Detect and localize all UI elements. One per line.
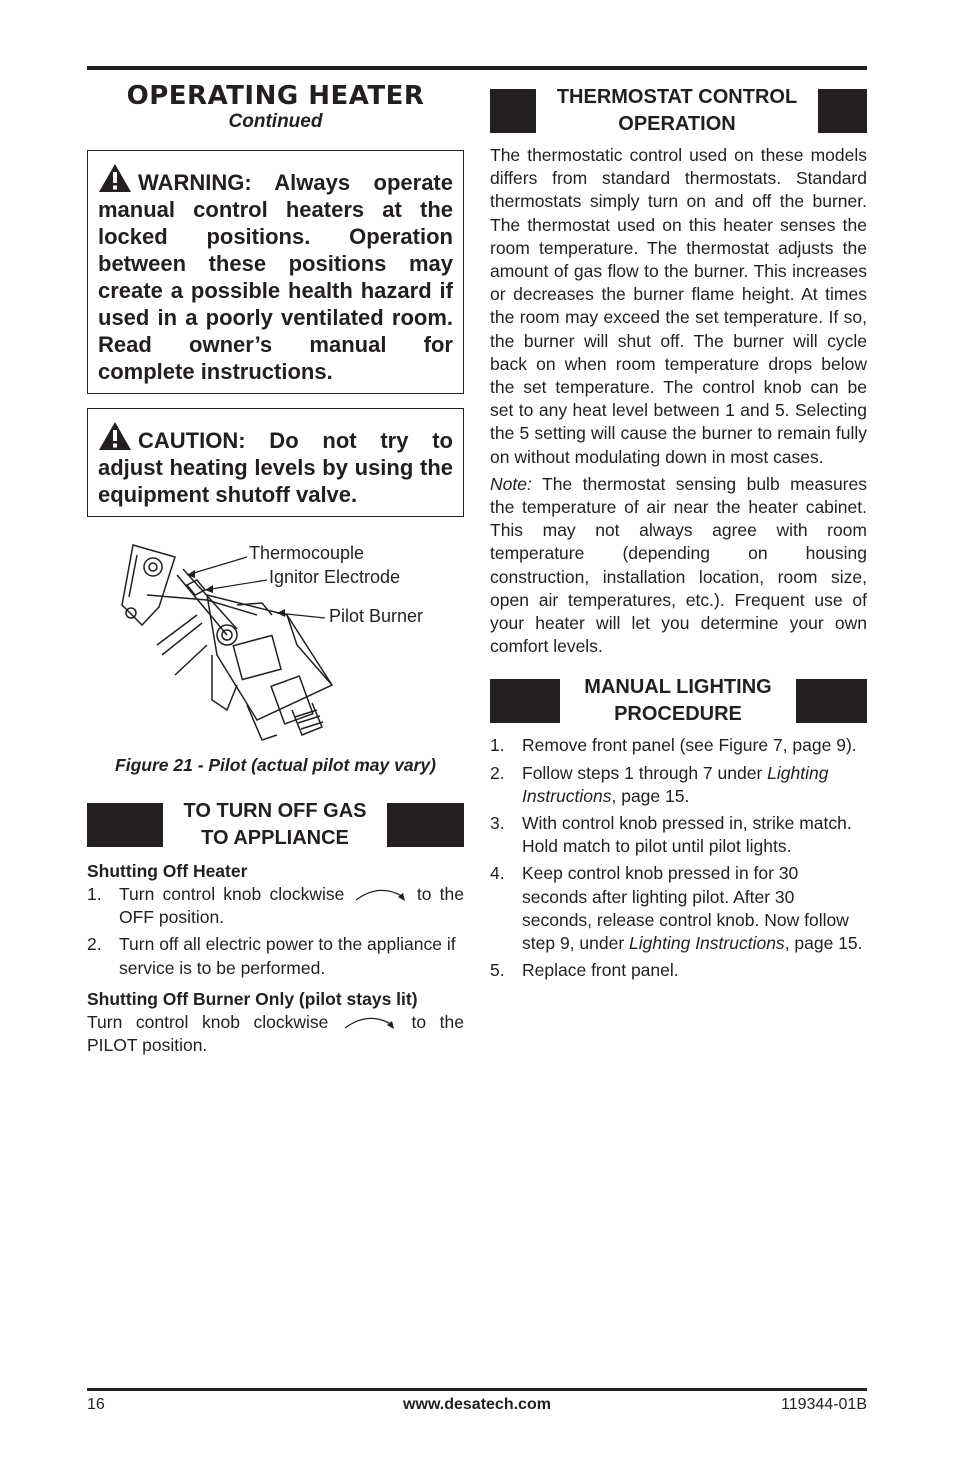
list-item: 2. Turn off all electric power to the appliance if service is to be performed. xyxy=(87,934,456,978)
shut-off-steps xyxy=(87,883,464,980)
ignitor-electrode-label: Ignitor Electrode xyxy=(269,567,401,587)
top-rule xyxy=(87,66,867,70)
list-item: 1. Remove front panel (see Figure 7, page 9). xyxy=(490,735,857,756)
thermocouple-label: Thermocouple xyxy=(249,543,365,563)
list-item: 5. Replace front panel. xyxy=(490,960,679,981)
turn-off-heading-bar xyxy=(87,798,464,852)
heading-block-left xyxy=(490,89,536,133)
list-item: 1. Turn control knob clockwise to the OFF position. xyxy=(87,884,464,928)
burner-instruction: Turn control knob clockwise to the PILOT position. xyxy=(87,1011,464,1056)
shutting-off-heater-subhead: Shutting Off Heater xyxy=(87,861,248,881)
section-subtitle: Continued xyxy=(228,111,323,132)
bottom-rule xyxy=(87,1388,867,1391)
list-item: 4. Keep control knob pressed in for 30 seconds after lighting pilot. After 30 seconds, release control knob. Now follow step 9, under Lighting Instructions, page 15. xyxy=(490,863,863,954)
left-column xyxy=(87,80,464,1057)
right-column xyxy=(490,84,867,987)
manual-lighting-heading-bar xyxy=(490,674,867,728)
pilot-burner-label: Pilot Burner xyxy=(329,606,424,626)
thermostat-heading: THERMOSTAT CONTROL OPERATION xyxy=(556,86,798,135)
thermostat-body: The thermostatic control used on these models differs from standard thermostats. Standard thermostats simply turn on and off the burner. The thermostat used on this heater senses the room temperature. The thermostat adjusts the amount of gas flow to the burner. This increases or decreases the burner flame height. At times the room may exceed the set temperature. If so, the burner will shut off. The burner will cycle back on when room temperature drops below the set temperature. The control knob can be set to any heat level between 1 and 5. Selecting the 5 setting will cause the burner to remain fully on without modulating down in most cases. xyxy=(490,145,867,467)
list-item: 3. With control knob pressed in, strike match. Hold match to pilot until pilot lights. xyxy=(490,813,852,857)
warning-triangle-icon xyxy=(98,163,132,193)
heading-block-right xyxy=(796,679,867,723)
thermostat-heading-bar xyxy=(490,84,867,138)
document-code: 119344-01B xyxy=(781,1396,867,1413)
heading-block-right xyxy=(818,89,867,133)
website-url: www.desatech.com xyxy=(403,1396,551,1413)
caution-box xyxy=(87,408,464,517)
warning-text: WARNING: Always operate manual control heaters at the locked positions. Operation between these positions may create a possible health hazard if used in a poorly ventilated room. Read owner’s manual for complete instructions. xyxy=(98,170,453,384)
manual-lighting-steps xyxy=(490,734,867,982)
pilot-figure xyxy=(87,535,464,745)
warning-box xyxy=(87,150,464,394)
thermostat-note: Note: The thermostat sensing bulb measures the temperature of air near the heater cabinet. This may not always agree with room temperature (depending on housing construction, installation location, room size, open air temperatures, etc.). Frequent use of your heater will let you determine your own comfort levels. xyxy=(490,473,867,657)
clockwise-arrow-icon xyxy=(342,1013,398,1033)
list-item: 2. Follow steps 1 through 7 under Lighting Instructions, page 15. xyxy=(490,762,829,806)
figure-caption: Figure 21 - Pilot (actual pilot may vary) xyxy=(115,755,436,775)
page-number: 16 xyxy=(87,1396,105,1413)
caution-text: CAUTION: Do not try to adjust heating levels by using the equipment shutoff valve. xyxy=(98,428,453,507)
section-title: OPERATING HEATER xyxy=(126,81,425,111)
shutting-off-burner-subhead: Shutting Off Burner Only (pilot stays lit) xyxy=(87,988,418,1009)
heading-block-left xyxy=(87,803,163,847)
manual-lighting-heading: MANUAL LIGHTING PROCEDURE xyxy=(584,676,772,726)
heading-block-left xyxy=(490,679,560,723)
turn-off-heading: TO TURN OFF GAS TO APPLIANCE xyxy=(183,800,367,849)
caution-triangle-icon xyxy=(98,421,132,451)
heading-block-right xyxy=(387,803,464,847)
clockwise-arrow-icon xyxy=(353,885,409,905)
